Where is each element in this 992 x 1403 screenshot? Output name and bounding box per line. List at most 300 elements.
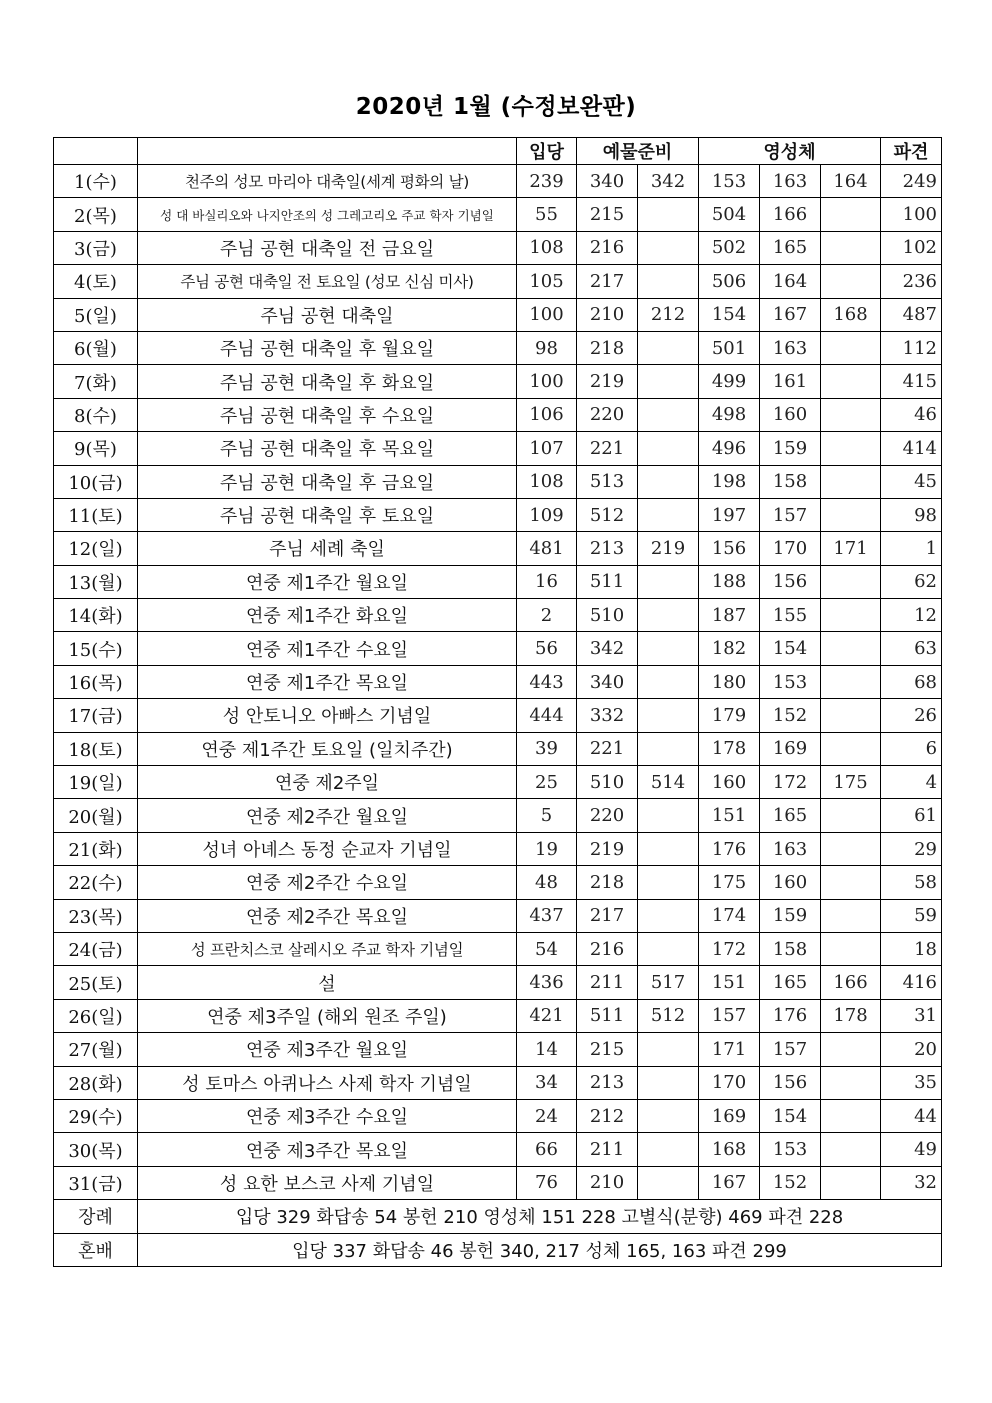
dismissal-cell: 415 <box>881 365 942 398</box>
dismissal-cell: 1 <box>881 532 942 565</box>
communion-cell-3 <box>821 799 881 832</box>
offertory-cell-1: 211 <box>577 1133 638 1166</box>
offertory-cell-2: 212 <box>638 298 699 331</box>
feast-cell: 연중 제1주간 토요일 (일치주간) <box>138 732 517 765</box>
day-cell: 30(목) <box>54 1133 138 1166</box>
communion-cell-3 <box>821 1166 881 1199</box>
day-cell: 9(목) <box>54 432 138 465</box>
offertory-cell-2 <box>638 265 699 298</box>
day-cell: 7(화) <box>54 365 138 398</box>
communion-cell-3 <box>821 1033 881 1066</box>
communion-cell-3 <box>821 899 881 932</box>
footer-text: 입당 329 화답송 54 봉헌 210 영성체 151 228 고별식(분향) 469 파견 228 <box>138 1200 942 1233</box>
feast-cell: 성 대 바실리오와 나지안조의 성 그레고리오 주교 학자 기념일 <box>138 198 517 231</box>
entrance-cell: 34 <box>517 1066 577 1099</box>
communion-cell-2: 159 <box>760 899 821 932</box>
day-cell: 19(일) <box>54 766 138 799</box>
offertory-cell-2 <box>638 198 699 231</box>
feast-cell: 주님 공현 대축일 후 토요일 <box>138 498 517 531</box>
day-cell: 18(토) <box>54 732 138 765</box>
communion-cell-2: 157 <box>760 1033 821 1066</box>
feast-cell: 연중 제1주간 월요일 <box>138 565 517 598</box>
feast-cell: 연중 제2주간 수요일 <box>138 866 517 899</box>
offertory-cell-1: 510 <box>577 766 638 799</box>
entrance-cell: 481 <box>517 532 577 565</box>
dismissal-cell: 58 <box>881 866 942 899</box>
feast-cell: 연중 제3주간 수요일 <box>138 1099 517 1132</box>
feast-cell: 연중 제3주일 (해외 원조 주일) <box>138 999 517 1032</box>
entrance-cell: 25 <box>517 766 577 799</box>
dismissal-cell: 62 <box>881 565 942 598</box>
communion-cell-2: 160 <box>760 866 821 899</box>
communion-cell-1: 501 <box>699 331 760 364</box>
dismissal-cell: 487 <box>881 298 942 331</box>
communion-cell-2: 154 <box>760 632 821 665</box>
offertory-cell-1: 219 <box>577 832 638 865</box>
table-row <box>54 231 942 264</box>
communion-cell-3 <box>821 832 881 865</box>
offertory-cell-2 <box>638 1099 699 1132</box>
table-row <box>54 465 942 498</box>
feast-cell: 연중 제3주간 월요일 <box>138 1033 517 1066</box>
offertory-cell-2 <box>638 331 699 364</box>
table-row <box>54 732 942 765</box>
day-cell: 4(토) <box>54 265 138 298</box>
header-communion: 영성체 <box>699 138 881 165</box>
table-row <box>54 165 942 198</box>
communion-cell-1: 496 <box>699 432 760 465</box>
dismissal-cell: 68 <box>881 665 942 698</box>
entrance-cell: 105 <box>517 265 577 298</box>
communion-cell-1: 170 <box>699 1066 760 1099</box>
table-row <box>54 799 942 832</box>
offertory-cell-2 <box>638 665 699 698</box>
entrance-cell: 24 <box>517 1099 577 1132</box>
offertory-cell-2: 517 <box>638 966 699 999</box>
communion-cell-1: 151 <box>699 799 760 832</box>
entrance-cell: 108 <box>517 465 577 498</box>
dismissal-cell: 31 <box>881 999 942 1032</box>
day-cell: 2(목) <box>54 198 138 231</box>
communion-cell-1: 198 <box>699 465 760 498</box>
communion-cell-1: 153 <box>699 165 760 198</box>
communion-cell-2: 159 <box>760 432 821 465</box>
table-row <box>54 498 942 531</box>
communion-cell-2: 163 <box>760 165 821 198</box>
offertory-cell-1: 218 <box>577 331 638 364</box>
table-row <box>54 1066 942 1099</box>
feast-cell: 주님 공현 대축일 <box>138 298 517 331</box>
table-row <box>54 198 942 231</box>
offertory-cell-1: 213 <box>577 532 638 565</box>
day-cell: 11(토) <box>54 498 138 531</box>
communion-cell-2: 156 <box>760 565 821 598</box>
entrance-cell: 106 <box>517 398 577 431</box>
entrance-cell: 39 <box>517 732 577 765</box>
entrance-cell: 436 <box>517 966 577 999</box>
offertory-cell-1: 340 <box>577 165 638 198</box>
offertory-cell-2 <box>638 899 699 932</box>
entrance-cell: 437 <box>517 899 577 932</box>
table-row <box>54 298 942 331</box>
communion-cell-3 <box>821 632 881 665</box>
day-cell: 15(수) <box>54 632 138 665</box>
dismissal-cell: 98 <box>881 498 942 531</box>
dismissal-cell: 12 <box>881 599 942 632</box>
communion-cell-1: 175 <box>699 866 760 899</box>
offertory-cell-2 <box>638 732 699 765</box>
communion-cell-2: 166 <box>760 198 821 231</box>
day-cell: 3(금) <box>54 231 138 264</box>
offertory-cell-1: 215 <box>577 198 638 231</box>
entrance-cell: 444 <box>517 699 577 732</box>
communion-cell-2: 152 <box>760 1166 821 1199</box>
offertory-cell-2 <box>638 1066 699 1099</box>
offertory-cell-1: 210 <box>577 298 638 331</box>
feast-cell: 성 안토니오 아빠스 기념일 <box>138 699 517 732</box>
table-row <box>54 398 942 431</box>
table-row <box>54 365 942 398</box>
offertory-cell-1: 219 <box>577 365 638 398</box>
entrance-cell: 16 <box>517 565 577 598</box>
entrance-cell: 109 <box>517 498 577 531</box>
communion-cell-1: 506 <box>699 265 760 298</box>
entrance-cell: 14 <box>517 1033 577 1066</box>
communion-cell-2: 157 <box>760 498 821 531</box>
day-cell: 23(목) <box>54 899 138 932</box>
communion-cell-1: 188 <box>699 565 760 598</box>
communion-cell-3 <box>821 198 881 231</box>
dismissal-cell: 35 <box>881 1066 942 1099</box>
offertory-cell-1: 220 <box>577 799 638 832</box>
day-cell: 17(금) <box>54 699 138 732</box>
communion-cell-3 <box>821 732 881 765</box>
table-row <box>54 565 942 598</box>
dismissal-cell: 416 <box>881 966 942 999</box>
communion-cell-2: 167 <box>760 298 821 331</box>
table-row <box>54 532 942 565</box>
offertory-cell-1: 220 <box>577 398 638 431</box>
feast-cell: 천주의 성모 마리아 대축일(세계 평화의 날) <box>138 165 517 198</box>
entrance-cell: 107 <box>517 432 577 465</box>
offertory-cell-1: 221 <box>577 432 638 465</box>
feast-cell: 연중 제1주간 목요일 <box>138 665 517 698</box>
communion-cell-2: 156 <box>760 1066 821 1099</box>
offertory-cell-2 <box>638 632 699 665</box>
offertory-cell-1: 512 <box>577 498 638 531</box>
dismissal-cell: 236 <box>881 265 942 298</box>
communion-cell-2: 169 <box>760 732 821 765</box>
dismissal-cell: 46 <box>881 398 942 431</box>
offertory-cell-1: 210 <box>577 1166 638 1199</box>
communion-cell-3: 171 <box>821 532 881 565</box>
day-cell: 8(수) <box>54 398 138 431</box>
entrance-cell: 98 <box>517 331 577 364</box>
table-row <box>54 932 942 965</box>
communion-cell-1: 151 <box>699 966 760 999</box>
communion-cell-1: 168 <box>699 1133 760 1166</box>
communion-cell-1: 504 <box>699 198 760 231</box>
offertory-cell-2 <box>638 231 699 264</box>
communion-cell-1: 167 <box>699 1166 760 1199</box>
offertory-cell-1: 217 <box>577 265 638 298</box>
day-cell: 21(화) <box>54 832 138 865</box>
communion-cell-2: 153 <box>760 1133 821 1166</box>
offertory-cell-2 <box>638 365 699 398</box>
communion-cell-1: 157 <box>699 999 760 1032</box>
dismissal-cell: 4 <box>881 766 942 799</box>
communion-cell-3 <box>821 465 881 498</box>
communion-cell-2: 165 <box>760 799 821 832</box>
communion-cell-1: 178 <box>699 732 760 765</box>
communion-cell-1: 499 <box>699 365 760 398</box>
communion-cell-3: 168 <box>821 298 881 331</box>
header-entrance: 입당 <box>517 138 577 165</box>
entrance-cell: 2 <box>517 599 577 632</box>
communion-cell-1: 179 <box>699 699 760 732</box>
entrance-cell: 443 <box>517 665 577 698</box>
communion-cell-3 <box>821 265 881 298</box>
communion-cell-2: 152 <box>760 699 821 732</box>
feast-cell: 주님 공현 대축일 전 토요일 (성모 신심 미사) <box>138 265 517 298</box>
communion-cell-2: 165 <box>760 231 821 264</box>
table-row <box>54 766 942 799</box>
dismissal-cell: 49 <box>881 1133 942 1166</box>
day-cell: 14(화) <box>54 599 138 632</box>
feast-cell: 연중 제3주간 목요일 <box>138 1133 517 1166</box>
header-day <box>54 138 138 165</box>
day-cell: 26(일) <box>54 999 138 1032</box>
communion-cell-1: 502 <box>699 231 760 264</box>
entrance-cell: 54 <box>517 932 577 965</box>
entrance-cell: 55 <box>517 198 577 231</box>
offertory-cell-2: 514 <box>638 766 699 799</box>
table-row <box>54 1099 942 1132</box>
communion-cell-2: 154 <box>760 1099 821 1132</box>
offertory-cell-2 <box>638 832 699 865</box>
communion-cell-2: 176 <box>760 999 821 1032</box>
day-cell: 27(월) <box>54 1033 138 1066</box>
feast-cell: 성 프란치스코 살레시오 주교 학자 기념일 <box>138 932 517 965</box>
feast-cell: 설 <box>138 966 517 999</box>
communion-cell-1: 176 <box>699 832 760 865</box>
offertory-cell-1: 215 <box>577 1033 638 1066</box>
feast-cell: 연중 제2주일 <box>138 766 517 799</box>
communion-cell-1: 182 <box>699 632 760 665</box>
offertory-cell-1: 213 <box>577 1066 638 1099</box>
dismissal-cell: 249 <box>881 165 942 198</box>
dismissal-cell: 63 <box>881 632 942 665</box>
offertory-cell-2 <box>638 1166 699 1199</box>
communion-cell-1: 171 <box>699 1033 760 1066</box>
wedding-row <box>54 1233 942 1266</box>
communion-cell-1: 174 <box>699 899 760 932</box>
table-row <box>54 899 942 932</box>
offertory-cell-1: 216 <box>577 231 638 264</box>
header-row <box>54 138 942 165</box>
communion-cell-3 <box>821 231 881 264</box>
feast-cell: 주님 공현 대축일 후 화요일 <box>138 365 517 398</box>
dismissal-cell: 59 <box>881 899 942 932</box>
entrance-cell: 100 <box>517 298 577 331</box>
offertory-cell-1: 332 <box>577 699 638 732</box>
dismissal-cell: 20 <box>881 1033 942 1066</box>
communion-cell-3 <box>821 365 881 398</box>
offertory-cell-2 <box>638 699 699 732</box>
entrance-cell: 100 <box>517 365 577 398</box>
communion-cell-3: 166 <box>821 966 881 999</box>
table-row <box>54 432 942 465</box>
day-cell: 25(토) <box>54 966 138 999</box>
table-row <box>54 1166 942 1199</box>
feast-cell: 주님 공현 대축일 후 수요일 <box>138 398 517 431</box>
communion-cell-2: 160 <box>760 398 821 431</box>
entrance-cell: 48 <box>517 866 577 899</box>
offertory-cell-1: 513 <box>577 465 638 498</box>
feast-cell: 연중 제1주간 수요일 <box>138 632 517 665</box>
offertory-cell-1: 211 <box>577 966 638 999</box>
table-row <box>54 1133 942 1166</box>
dismissal-cell: 6 <box>881 732 942 765</box>
table-row <box>54 1033 942 1066</box>
communion-cell-2: 153 <box>760 665 821 698</box>
communion-cell-1: 498 <box>699 398 760 431</box>
dismissal-cell: 45 <box>881 465 942 498</box>
dismissal-cell: 102 <box>881 231 942 264</box>
dismissal-cell: 18 <box>881 932 942 965</box>
communion-cell-3 <box>821 498 881 531</box>
feast-cell: 주님 공현 대축일 전 금요일 <box>138 231 517 264</box>
feast-cell: 주님 세례 축일 <box>138 532 517 565</box>
dismissal-cell: 29 <box>881 832 942 865</box>
offertory-cell-1: 511 <box>577 999 638 1032</box>
communion-cell-3 <box>821 932 881 965</box>
offertory-cell-2 <box>638 1133 699 1166</box>
communion-cell-1: 156 <box>699 532 760 565</box>
communion-cell-3 <box>821 665 881 698</box>
dismissal-cell: 32 <box>881 1166 942 1199</box>
offertory-cell-2 <box>638 599 699 632</box>
offertory-cell-2 <box>638 432 699 465</box>
communion-cell-3 <box>821 398 881 431</box>
offertory-cell-2 <box>638 866 699 899</box>
offertory-cell-2: 342 <box>638 165 699 198</box>
dismissal-cell: 112 <box>881 331 942 364</box>
offertory-cell-1: 510 <box>577 599 638 632</box>
communion-cell-3 <box>821 565 881 598</box>
table-row <box>54 265 942 298</box>
communion-cell-1: 172 <box>699 932 760 965</box>
offertory-cell-1: 216 <box>577 932 638 965</box>
feast-cell: 연중 제2주간 월요일 <box>138 799 517 832</box>
header-dismissal: 파견 <box>881 138 942 165</box>
communion-cell-2: 161 <box>760 365 821 398</box>
communion-cell-3 <box>821 331 881 364</box>
feast-cell: 연중 제2주간 목요일 <box>138 899 517 932</box>
communion-cell-2: 172 <box>760 766 821 799</box>
feast-cell: 성녀 아녜스 동정 순교자 기념일 <box>138 832 517 865</box>
offertory-cell-1: 511 <box>577 565 638 598</box>
table-row <box>54 599 942 632</box>
dismissal-cell: 26 <box>881 699 942 732</box>
day-cell: 16(목) <box>54 665 138 698</box>
feast-cell: 성 토마스 아퀴나스 사제 학자 기념일 <box>138 1066 517 1099</box>
communion-cell-1: 197 <box>699 498 760 531</box>
entrance-cell: 5 <box>517 799 577 832</box>
feast-cell: 연중 제1주간 화요일 <box>138 599 517 632</box>
footer-label: 장례 <box>54 1200 138 1233</box>
offertory-cell-2 <box>638 498 699 531</box>
communion-cell-1: 180 <box>699 665 760 698</box>
offertory-cell-1: 340 <box>577 665 638 698</box>
dismissal-cell: 414 <box>881 432 942 465</box>
communion-cell-3 <box>821 866 881 899</box>
day-cell: 22(수) <box>54 866 138 899</box>
feast-cell: 주님 공현 대축일 후 금요일 <box>138 465 517 498</box>
offertory-cell-1: 217 <box>577 899 638 932</box>
funeral-row <box>54 1200 942 1233</box>
day-cell: 1(수) <box>54 165 138 198</box>
table-row <box>54 999 942 1032</box>
table-row <box>54 866 942 899</box>
communion-cell-1: 160 <box>699 766 760 799</box>
day-cell: 20(월) <box>54 799 138 832</box>
feast-cell: 주님 공현 대축일 후 월요일 <box>138 331 517 364</box>
entrance-cell: 108 <box>517 231 577 264</box>
header-feast <box>138 138 517 165</box>
hymn-schedule-table <box>53 137 942 1267</box>
day-cell: 10(금) <box>54 465 138 498</box>
day-cell: 24(금) <box>54 932 138 965</box>
dismissal-cell: 61 <box>881 799 942 832</box>
offertory-cell-2 <box>638 398 699 431</box>
page-title: 2020년 1월 (수정보완판) <box>355 94 637 120</box>
day-cell: 5(일) <box>54 298 138 331</box>
communion-cell-1: 187 <box>699 599 760 632</box>
offertory-cell-2 <box>638 565 699 598</box>
day-cell: 12(일) <box>54 532 138 565</box>
feast-cell: 주님 공현 대축일 후 목요일 <box>138 432 517 465</box>
offertory-cell-2 <box>638 932 699 965</box>
day-cell: 13(월) <box>54 565 138 598</box>
offertory-cell-2: 512 <box>638 999 699 1032</box>
table-row <box>54 632 942 665</box>
entrance-cell: 76 <box>517 1166 577 1199</box>
header-offertory: 예물준비 <box>577 138 699 165</box>
communion-cell-2: 155 <box>760 599 821 632</box>
communion-cell-2: 158 <box>760 465 821 498</box>
table-row <box>54 699 942 732</box>
communion-cell-3 <box>821 699 881 732</box>
footer-text: 입당 337 화답송 46 봉헌 340, 217 성체 165, 163 파견 299 <box>138 1233 942 1266</box>
communion-cell-2: 158 <box>760 932 821 965</box>
offertory-cell-2 <box>638 1033 699 1066</box>
communion-cell-3: 164 <box>821 165 881 198</box>
communion-cell-2: 165 <box>760 966 821 999</box>
table-row <box>54 331 942 364</box>
communion-cell-2: 163 <box>760 832 821 865</box>
dismissal-cell: 44 <box>881 1099 942 1132</box>
communion-cell-3: 178 <box>821 999 881 1032</box>
offertory-cell-1: 342 <box>577 632 638 665</box>
feast-cell: 성 요한 보스코 사제 기념일 <box>138 1166 517 1199</box>
communion-cell-3 <box>821 432 881 465</box>
entrance-cell: 66 <box>517 1133 577 1166</box>
entrance-cell: 56 <box>517 632 577 665</box>
dismissal-cell: 100 <box>881 198 942 231</box>
communion-cell-3: 175 <box>821 766 881 799</box>
communion-cell-2: 164 <box>760 265 821 298</box>
